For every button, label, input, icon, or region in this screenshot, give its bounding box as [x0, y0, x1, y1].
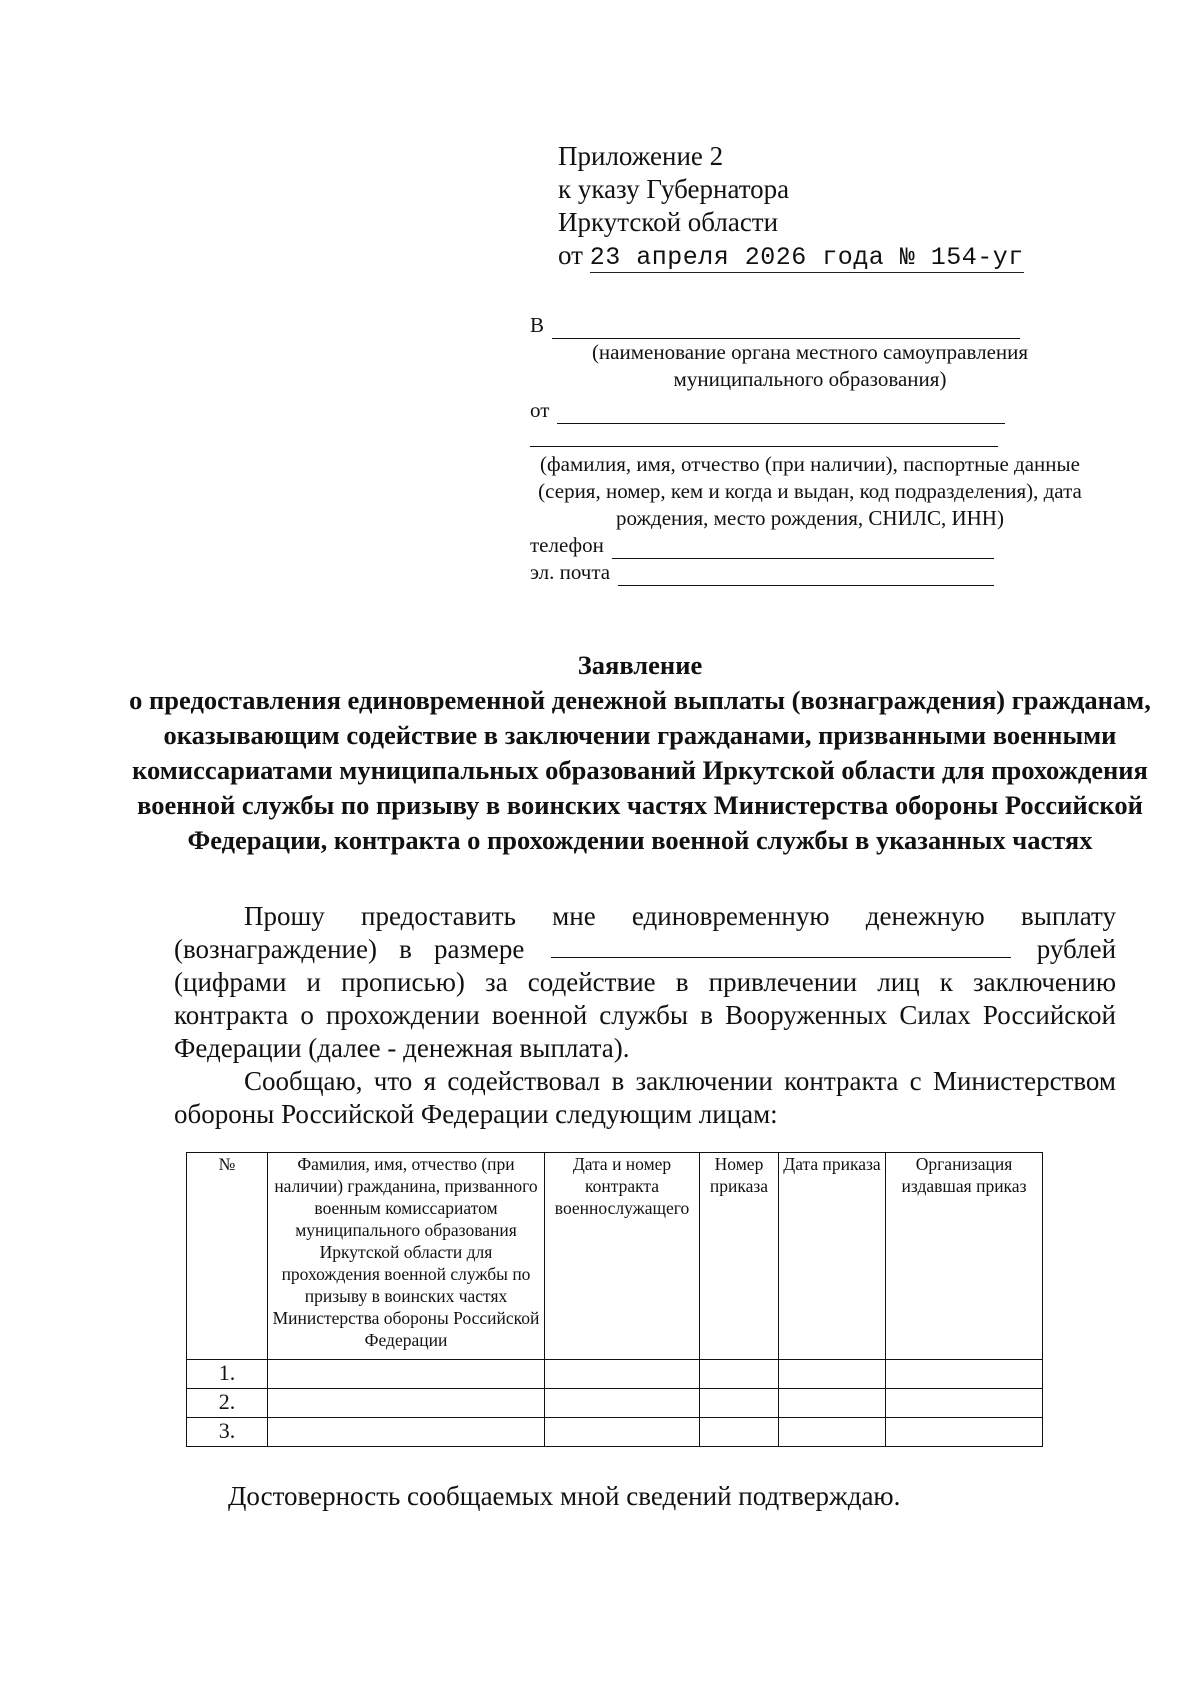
- document-body: [174, 900, 1116, 1131]
- request-currency: рублей: [1036, 934, 1117, 964]
- from-input-line[interactable]: [557, 403, 1005, 424]
- appendix-line-2: к указу Губернатора: [558, 174, 790, 204]
- addressee-block: [530, 312, 1130, 586]
- appendix-date-filled: 23 апреля 2026 года № 154-уг: [589, 243, 1024, 272]
- table-cell[interactable]: [268, 1360, 545, 1389]
- paragraph-report: Сообщаю, что я содействовал в заключении контракта с Министерством обороны Российской Федерации следующим лицам:: [174, 1066, 1116, 1129]
- table-cell[interactable]: [779, 1389, 886, 1418]
- to-hint: (наименование органа местного самоуправления муниципального образования): [591, 340, 1029, 391]
- paragraph-request: [174, 900, 1116, 1065]
- table-cell[interactable]: [268, 1418, 545, 1447]
- row-number: 3.: [187, 1418, 268, 1447]
- appendix-line-3: Иркутской области: [558, 207, 779, 237]
- request-start: Прошу предоставить мне единовременную денежную выплату (вознаграждение) в размере: [174, 901, 1116, 964]
- header-order-date: Дата приказа: [779, 1153, 886, 1360]
- row-number: 1.: [187, 1360, 268, 1389]
- from-hint: (фамилия, имя, отчество (при наличии), паспортные данные (серия, номер, кем и когда и выдан, код подразделения), дата рождения, место рождения, СНИЛС, ИНН): [538, 452, 1082, 530]
- table-cell[interactable]: [545, 1389, 700, 1418]
- to-field: [530, 312, 1130, 339]
- amount-input-line[interactable]: [551, 939, 1011, 958]
- email-field: [530, 559, 1130, 586]
- table-cell[interactable]: [700, 1389, 779, 1418]
- table-header-row: [187, 1153, 1043, 1360]
- table-cell[interactable]: [886, 1418, 1043, 1447]
- phone-field: [530, 532, 1130, 559]
- from-input-line-2[interactable]: [530, 426, 998, 447]
- from-label: от: [530, 398, 550, 422]
- row-number: 2.: [187, 1389, 268, 1418]
- table-row: [187, 1418, 1043, 1447]
- table-cell[interactable]: [700, 1360, 779, 1389]
- appendix-block: [558, 140, 1024, 274]
- table-cell[interactable]: [545, 1360, 700, 1389]
- header-number: №: [187, 1153, 268, 1360]
- from-field: [530, 397, 1130, 424]
- phone-input-line[interactable]: [612, 538, 994, 559]
- appendix-date-prefix: от: [558, 240, 583, 270]
- title-heading: Заявление: [577, 650, 703, 680]
- email-label: эл. почта: [530, 560, 611, 584]
- to-input-line[interactable]: [552, 318, 1020, 339]
- table-cell[interactable]: [268, 1389, 545, 1418]
- persons-table: [186, 1152, 1043, 1447]
- request-end: (цифрами и прописью) за содействие в привлечении лиц к заключению контракта о прохождении военной службы в Вооруженных Силах Российской Федерации (далее - денежная выплата).: [174, 967, 1116, 1063]
- header-order-number: Номер приказа: [700, 1153, 779, 1360]
- amount-sentence: [174, 901, 1116, 964]
- table-row: [187, 1389, 1043, 1418]
- table-cell[interactable]: [779, 1418, 886, 1447]
- table-cell[interactable]: [779, 1360, 886, 1389]
- appendix-line-1: Приложение 2: [558, 141, 724, 171]
- table-cell[interactable]: [700, 1418, 779, 1447]
- table-cell[interactable]: [886, 1360, 1043, 1389]
- to-label: В: [530, 313, 545, 337]
- header-full-name: Фамилия, имя, отчество (при наличии) гражданина, призванного военным комиссариатом муниципального образования Иркутской области для прохождения военной службы по призыву в воинских частях Министерства обороны Российской Федерации: [268, 1153, 545, 1360]
- header-organization: Организация издавшая приказ: [886, 1153, 1043, 1360]
- email-input-line[interactable]: [618, 565, 994, 586]
- document-title: [120, 648, 1160, 858]
- title-subtitle: о предоставления единовременной денежной выплаты (вознаграждения) гражданам, оказывающим содействие в заключении гражданами, призванными военными комиссариатами муниципальных образований Иркутской области для прохождения военной службы по призыву в воинских частях Министерства обороны Российской Федерации, контракта о прохождении военной службы в указанных частях: [129, 685, 1151, 855]
- header-contract: Дата и номер контракта военнослужащего: [545, 1153, 700, 1360]
- confirmation-text: Достоверность сообщаемых мной сведений подтверждаю.: [228, 1481, 901, 1511]
- table-cell[interactable]: [545, 1418, 700, 1447]
- table-cell[interactable]: [886, 1389, 1043, 1418]
- table-row: [187, 1360, 1043, 1389]
- appendix-date-line: [558, 239, 1024, 274]
- phone-label: телефон: [530, 533, 604, 557]
